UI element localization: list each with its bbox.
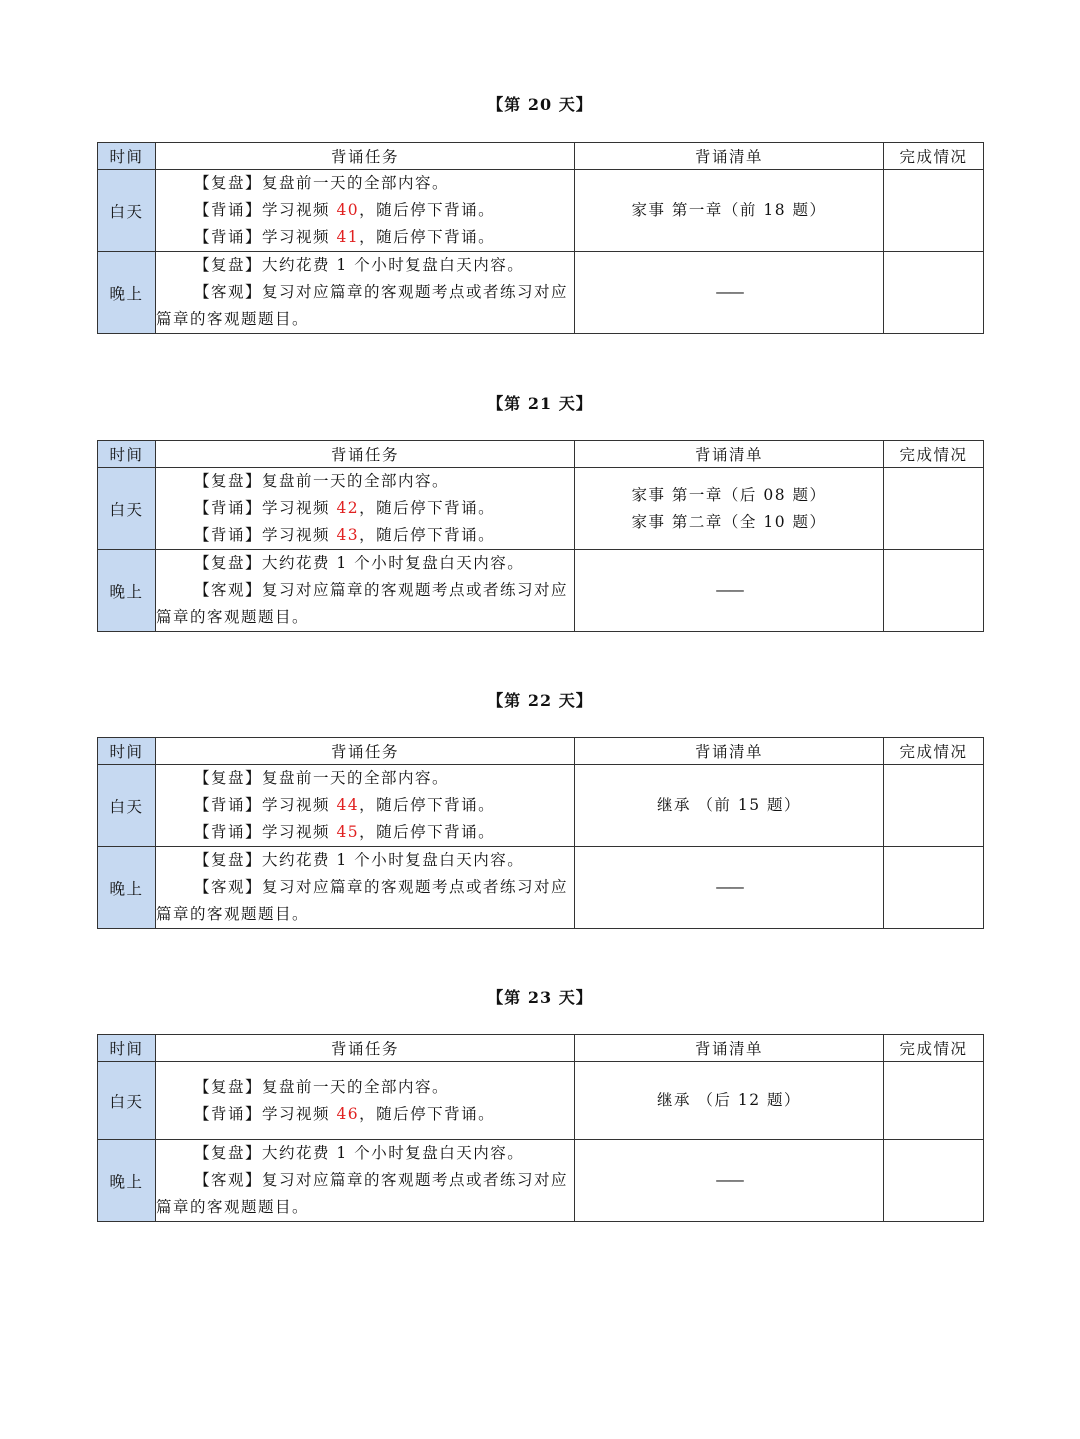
- task-line: [156, 224, 574, 251]
- task-text: 【复盘】复盘前一天的全部内容。: [194, 174, 450, 192]
- daytime-row: [98, 1062, 984, 1140]
- daytime-label: 白天: [98, 468, 156, 550]
- empty-dash: ——: [715, 878, 743, 896]
- daytime-done: [884, 765, 984, 847]
- task-line: 【复盘】大约花费 1 个小时复盘白天内容。: [194, 256, 525, 274]
- night-tasks: [156, 1140, 575, 1222]
- task-line: [156, 522, 574, 549]
- list-item: 继承 （后 12 题）: [656, 1091, 801, 1109]
- header-list: 背诵清单: [575, 738, 884, 765]
- task-line: [156, 197, 574, 224]
- task-text: ，随后停下背诵。: [359, 796, 496, 814]
- header-time: 时间: [98, 1035, 156, 1062]
- header-task: 背诵任务: [156, 143, 575, 170]
- header-done: 完成情况: [884, 1035, 984, 1062]
- task-text: 【背诵】学习视频: [194, 526, 337, 544]
- daytime-row: [98, 170, 984, 252]
- task-text: 【背诵】学习视频: [194, 228, 337, 246]
- plan-table: [97, 440, 984, 632]
- daytime-list: [575, 765, 884, 847]
- plan-table: [97, 737, 984, 929]
- night-tasks: [156, 550, 575, 632]
- task-line: 【复盘】大约花费 1 个小时复盘白天内容。: [194, 1144, 525, 1162]
- daytime-label: 白天: [98, 765, 156, 847]
- header-done: 完成情况: [884, 738, 984, 765]
- task-text: ，随后停下背诵。: [359, 1104, 496, 1123]
- header-list: 背诵清单: [575, 143, 884, 170]
- task-text: 【复盘】复盘前一天的全部内容。: [194, 472, 450, 490]
- table-header-row: [98, 1035, 984, 1062]
- daytime-list: [575, 1062, 884, 1140]
- task-text: 【背诵】学习视频: [194, 796, 337, 814]
- table-header-row: [98, 738, 984, 765]
- daytime-label: 白天: [98, 1062, 156, 1140]
- daytime-tasks: [156, 170, 575, 252]
- night-label: 晚上: [98, 550, 156, 632]
- daytime-tasks: [156, 1062, 575, 1140]
- empty-dash: ——: [715, 283, 743, 301]
- video-number: 44: [336, 796, 360, 814]
- task-line: [156, 170, 574, 197]
- task-line: 【客观】复习对应篇章的客观题考点或者练习对应篇章的客观题题目。: [156, 581, 569, 626]
- day-title: 【第 21 天】: [487, 394, 593, 413]
- daytime-done: [884, 1062, 984, 1140]
- night-row: [98, 847, 984, 929]
- header-time: 时间: [98, 738, 156, 765]
- task-text: ，随后停下背诵。: [359, 499, 496, 517]
- video-number: 43: [336, 526, 360, 544]
- task-line: 【客观】复习对应篇章的客观题考点或者练习对应篇章的客观题题目。: [156, 1171, 569, 1216]
- video-number: 42: [336, 499, 360, 517]
- night-tasks: [156, 847, 575, 929]
- night-label: 晚上: [98, 1140, 156, 1222]
- task-line: 【复盘】大约花费 1 个小时复盘白天内容。: [194, 851, 525, 869]
- night-done: [884, 847, 984, 929]
- header-task: 背诵任务: [156, 441, 575, 468]
- daytime-tasks: [156, 468, 575, 550]
- task-line: 【客观】复习对应篇章的客观题考点或者练习对应篇章的客观题题目。: [156, 283, 569, 328]
- night-list: [575, 847, 884, 929]
- task-line: [156, 792, 574, 819]
- task-line: [156, 495, 574, 522]
- task-text: 【复盘】复盘前一天的全部内容。: [194, 1077, 450, 1096]
- header-time: 时间: [98, 441, 156, 468]
- day-title: 【第 20 天】: [487, 95, 593, 114]
- night-list: [575, 1140, 884, 1222]
- header-task: 背诵任务: [156, 738, 575, 765]
- plan-table: [97, 1034, 984, 1222]
- task-text: ，随后停下背诵。: [359, 201, 496, 219]
- video-number: 46: [336, 1104, 360, 1123]
- empty-dash: ——: [715, 1171, 743, 1189]
- header-list: 背诵清单: [575, 441, 884, 468]
- header-task: 背诵任务: [156, 1035, 575, 1062]
- table-header-row: [98, 143, 984, 170]
- night-row: [98, 252, 984, 334]
- list-item: 继承 （前 15 题）: [656, 796, 801, 814]
- header-done: 完成情况: [884, 143, 984, 170]
- header-done: 完成情况: [884, 441, 984, 468]
- empty-dash: ——: [715, 581, 743, 599]
- task-text: ，随后停下背诵。: [359, 228, 496, 246]
- night-tasks: [156, 252, 575, 334]
- night-row: [98, 1140, 984, 1222]
- night-done: [884, 550, 984, 632]
- video-number: 45: [336, 823, 360, 841]
- video-number: 41: [336, 228, 360, 246]
- task-text: 【背诵】学习视频: [194, 1104, 337, 1123]
- daytime-label: 白天: [98, 170, 156, 252]
- table-header-row: [98, 441, 984, 468]
- daytime-row: [98, 765, 984, 847]
- night-done: [884, 1140, 984, 1222]
- header-list: 背诵清单: [575, 1035, 884, 1062]
- task-text: 【背诵】学习视频: [194, 201, 337, 219]
- night-label: 晚上: [98, 252, 156, 334]
- task-text: ，随后停下背诵。: [359, 823, 496, 841]
- daytime-done: [884, 170, 984, 252]
- task-text: 【背诵】学习视频: [194, 823, 337, 841]
- list-item: 家事 第一章（后 08 题）: [631, 485, 827, 504]
- task-line: 【复盘】大约花费 1 个小时复盘白天内容。: [194, 554, 525, 572]
- day-title: 【第 23 天】: [487, 988, 593, 1007]
- night-list: [575, 550, 884, 632]
- daytime-done: [884, 468, 984, 550]
- night-done: [884, 252, 984, 334]
- task-line: [156, 1101, 574, 1128]
- night-label: 晚上: [98, 847, 156, 929]
- task-line: [156, 819, 574, 846]
- daytime-list: [575, 170, 884, 252]
- night-row: [98, 550, 984, 632]
- task-text: 【背诵】学习视频: [194, 499, 337, 517]
- video-number: 40: [336, 201, 360, 219]
- task-line: [156, 468, 574, 495]
- list-item: 家事 第一章（前 18 题）: [631, 201, 827, 219]
- task-line: 【客观】复习对应篇章的客观题考点或者练习对应篇章的客观题题目。: [156, 878, 569, 923]
- daytime-tasks: [156, 765, 575, 847]
- day-title: 【第 22 天】: [487, 691, 593, 710]
- task-text: ，随后停下背诵。: [359, 526, 496, 544]
- task-line: [156, 765, 574, 792]
- task-text: 【复盘】复盘前一天的全部内容。: [194, 769, 450, 787]
- daytime-row: [98, 468, 984, 550]
- task-line: [156, 1074, 574, 1101]
- list-item: 家事 第二章（全 10 题）: [631, 512, 827, 531]
- night-list: [575, 252, 884, 334]
- daytime-list: [575, 468, 884, 550]
- header-time: 时间: [98, 143, 156, 170]
- plan-table: [97, 142, 984, 334]
